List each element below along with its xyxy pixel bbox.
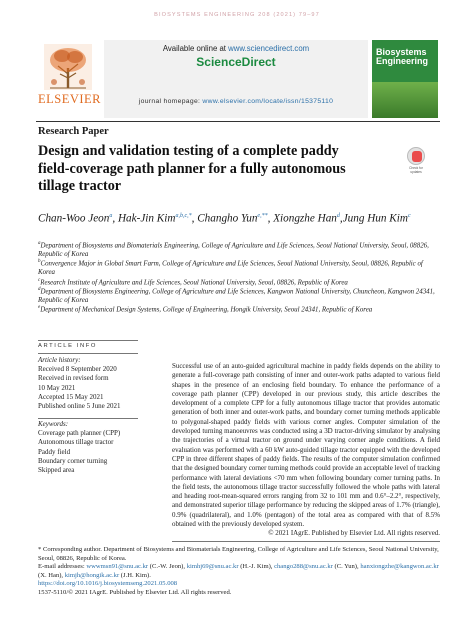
footnotes	[38, 546, 440, 598]
abstract-copyright: © 2021 IAgrE. Published by Elsevier Ltd. All rights reserved.	[268, 529, 440, 538]
article-title: Design and validation testing of a complete paddy field-coverage path planner for a fully autonomous tillage tractor	[38, 143, 346, 194]
author-name: Chan-Woo Jeon	[38, 212, 110, 225]
abstract-text: Successful use of an auto-guided agricultural machine in paddy fields depends on the ability to generate a full-coverage path consisting of inner and outer-work paths adapted to various field shapes in the presence of an enclosing field boundary. To enhance the performance of a coverage path planner (CPP) developed in our previous study, this article describes the development of a complete CPP for a fully autonomous tillage tractor that provides automatic generation of both inner and outer-work paths, and boundary corner turning methods applicable to polygonal-shaped paddy fields with various corner angles. Computer simulation of the developed turning manoeuvres was conducted using a 3D tractor-driving simulator by analysing the trajectories of a virtual tractor on ground under varying corner angle conditions. A field evaluation was performed with a 60 kW auto-guided tillage tractor equipped with the developed CPP in three different shapes of paddy fields. The results of the computer simulation confirmed that the designed boundary corner turning methods could provide an acceptable level of tracking performance with lateral deviations <70 mm when following boundary corner turning paths. In the field tests, the autonomous tillage tractor successfully followed the whole paths with lateral and heading root-mean-squared errors ranging from 32 to 101 mm and 0.6°–2.2°, respectively, and demonstrated superior tillage performance by reducing the skipped areas of 1.7% (triangle), 0.9% (quadrilateral), and 1.0% (pentagon) of the total area as compared with that of 8.5% obtained with the previously developed system.	[172, 362, 440, 529]
history-item: Received 8 September 2020	[38, 365, 117, 374]
affiliation-marker: e	[38, 305, 41, 310]
author-list	[38, 209, 438, 226]
email-owner: (X. Han),	[38, 571, 65, 579]
homepage-link[interactable]: www.elsevier.com/locate/issn/15375110	[202, 98, 334, 105]
cover-title-line-1: Biosystems	[376, 47, 427, 57]
journal-citation: BIOSYSTEMS ENGINEERING 208 (2021) 79–97	[154, 12, 320, 18]
author-name: Jung Hun Kim	[342, 212, 408, 225]
issn-line: 1537-5110/© 2021 IAgrE. Published by Elsevier Ltd. All rights reserved.	[38, 588, 232, 596]
journal-homepage	[104, 98, 368, 105]
homepage-prefix: journal homepage:	[138, 98, 203, 105]
crossmark-badge[interactable]	[404, 147, 428, 173]
affiliation-text: Research Institute of Agriculture and Life Sciences, Seoul National University, Seoul, 08826, Republic of Korea	[40, 279, 348, 287]
abstract	[172, 362, 440, 539]
info-rule-keywords	[38, 418, 138, 419]
keywords	[38, 420, 138, 475]
info-rule-mid	[38, 353, 138, 354]
header-rule	[36, 121, 440, 122]
header-center-panel	[104, 40, 368, 118]
email-owner: (C. Yun),	[332, 563, 361, 571]
email-owner: (H.-J. Kim),	[238, 563, 275, 571]
email-link[interactable]: kimjh@hongik.ac.kr	[64, 571, 120, 579]
author-affiliation-marker[interactable]: e,**	[257, 213, 268, 219]
elsevier-tree-icon	[44, 44, 92, 90]
history-label: Article history:	[38, 356, 81, 364]
article-history	[38, 356, 138, 411]
cover-field-image	[372, 82, 438, 118]
author-separator: ,	[112, 212, 118, 225]
email-link[interactable]: wwwmsn91@snu.ac.kr	[86, 563, 149, 571]
email-owner: (J.H. Kim).	[119, 571, 151, 579]
email-link[interactable]: hanxiongzhe@kangwon.ac.kr	[360, 563, 439, 571]
affiliation-marker: b	[38, 259, 41, 264]
keyword-item: Boundary corner turning	[38, 456, 108, 465]
affiliation	[38, 258, 438, 277]
affiliation-marker: a	[38, 241, 41, 246]
article-type: Research Paper	[38, 126, 109, 137]
affiliation-text: Department of Biosystems Engineering, College of Agriculture and Life Sciences, Kangwon National University, Chuncheon, Kangwon 24341, Republic of Korea	[38, 288, 435, 304]
corresponding-author: * Corresponding author. Department of Biosystems and Biomaterials Engineering, College of Agriculture and Life Sciences, Seoul National University, Seoul, 08826, Republic of Korea.	[38, 546, 439, 562]
available-prefix: Available online at	[162, 44, 229, 53]
email-addresses	[38, 563, 440, 580]
email-link[interactable]: chango288@snu.ac.kr	[274, 563, 333, 571]
crossmark-label: Check for updates	[409, 166, 423, 174]
keyword-item: Paddy field	[38, 447, 71, 456]
keyword-item: Autonomous tillage tractor	[38, 438, 114, 447]
author-name: Changho Yun	[197, 212, 258, 225]
author-affiliation-marker[interactable]: a	[109, 213, 113, 219]
history-item: Accepted 15 May 2021	[38, 392, 104, 401]
history-item: 10 May 2021	[38, 383, 76, 392]
author-affiliation-marker[interactable]: d	[336, 213, 340, 219]
info-rule-top	[38, 340, 138, 341]
author-name: Hak-Jin Kim	[117, 212, 176, 225]
affiliation-marker: c	[38, 278, 41, 283]
affiliation-marker: d	[38, 287, 41, 292]
elsevier-logo	[38, 40, 102, 118]
affiliation-text: Convergence Major in Global Smart Farm, College of Agriculture and Life Sciences, Seoul National University, Seoul, 08826, Republic of Korea	[38, 260, 423, 276]
affiliation-text: Department of Biosystems and Biomaterials Engineering, College of Agriculture and Life Sciences, Seoul National University, Seoul, 08826, Republic of Korea	[38, 242, 429, 258]
author-name: Xiongzhe Han	[273, 212, 337, 225]
keyword-item: Coverage path planner (CPP)	[38, 429, 121, 438]
author-separator: ,	[191, 212, 198, 225]
sciencedirect-logo: ScienceDirect	[196, 55, 276, 69]
email-link[interactable]: kimhj69@snu.ac.kr	[186, 563, 239, 571]
history-item: Published online 5 June 2021	[38, 402, 121, 411]
affiliation	[38, 286, 438, 305]
available-online	[104, 44, 368, 53]
history-item: Received in revised form	[38, 374, 109, 383]
affiliation-text: Department of Mechanical Design Systems, College of Engineering, Hongik University, Seoul 24341, Republic of Korea	[40, 306, 373, 314]
affiliation	[38, 304, 438, 315]
cover-title-line-2: Engineering	[376, 56, 429, 66]
crossmark-icon	[407, 147, 425, 165]
sciencedirect-link[interactable]: www.sciencedirect.com	[228, 44, 310, 53]
journal-cover	[372, 40, 438, 118]
publisher-name: ELSEVIER	[38, 92, 102, 106]
author-separator: ,	[339, 212, 343, 225]
keyword-item: Skipped area	[38, 466, 75, 475]
author-affiliation-marker[interactable]: a,b,c,*	[175, 213, 192, 219]
doi-link[interactable]: https://doi.org/10.1016/j.biosystemseng.2021.05.008	[38, 580, 178, 588]
abstract-rule	[172, 541, 440, 542]
article-info-heading: ARTICLE INFO	[38, 343, 98, 349]
keywords-label: Keywords:	[38, 420, 69, 428]
email-label: E-mail addresses:	[38, 563, 87, 571]
affiliation	[38, 240, 438, 259]
author-separator: ,	[267, 212, 274, 225]
email-owner: (C.-W. Jeon),	[148, 563, 187, 571]
author-affiliation-marker[interactable]: c	[407, 213, 411, 219]
cover-title	[376, 48, 436, 66]
